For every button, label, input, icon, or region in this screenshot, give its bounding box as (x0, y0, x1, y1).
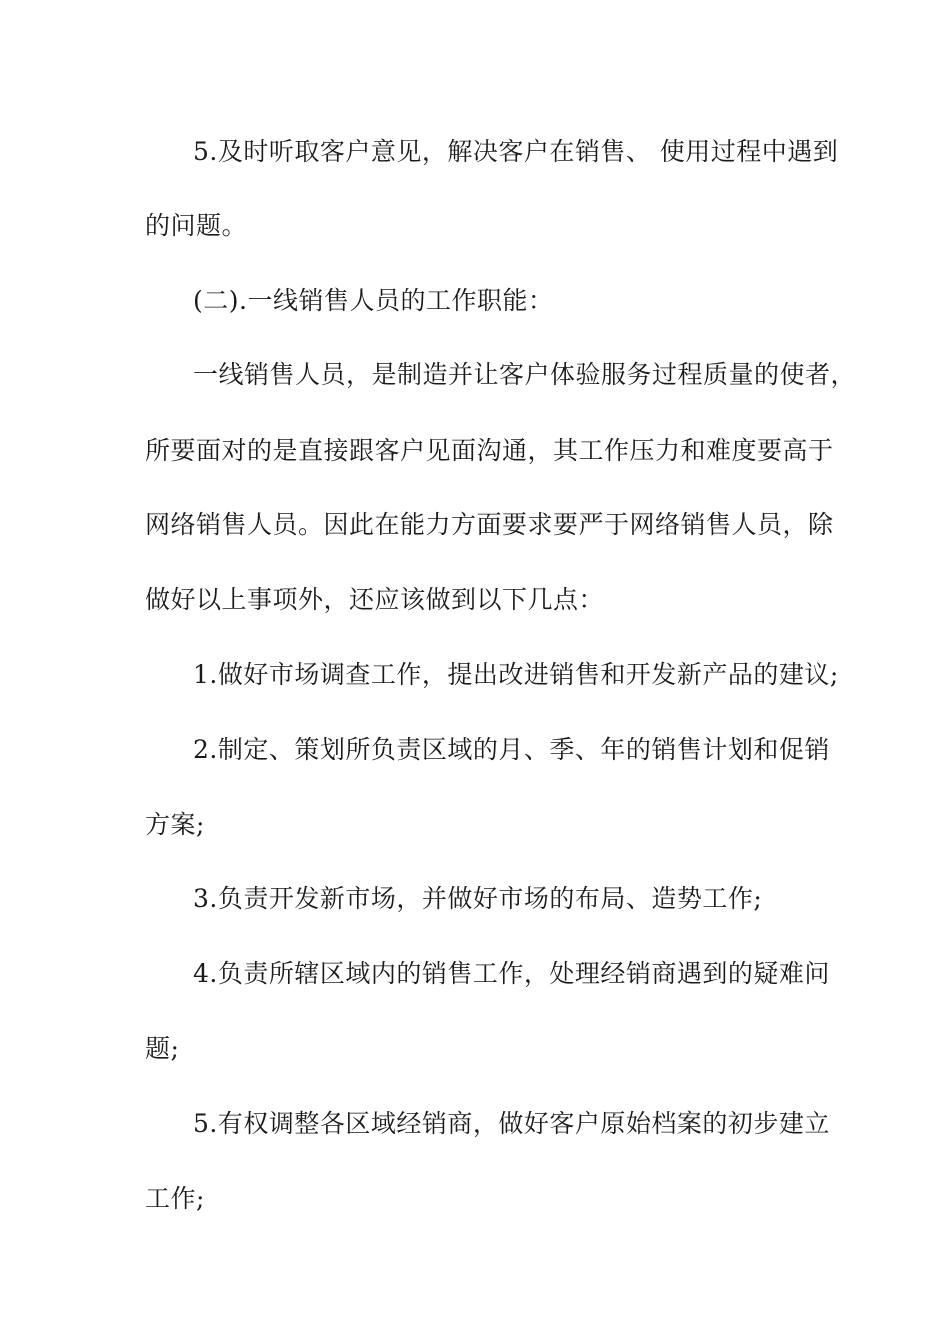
list-item-3: 3.负责开发新市场，并做好市场的布局、造势工作; (193, 884, 763, 913)
list-item-4: 4.负责所辖区域内的销售工作，处理经销商遇到的疑难问 (193, 959, 830, 988)
list-item-4-cont: 题; (145, 1034, 180, 1063)
text-line-5: 所要面对的是直接跟客户见面沟通，其工作压力和难度要高于 (145, 436, 834, 465)
list-item-5-cont: 工作; (145, 1184, 205, 1213)
text-line-4: 一线销售人员，是制造并让客户体验服务过程质量的使者， (193, 360, 857, 389)
list-item-2: 2.制定、策划所负责区域的月、季、年的销售计划和促销 (193, 735, 830, 764)
text-line-7: 做好以上事项外，还应该做到以下几点： (145, 585, 605, 614)
text-line-2: 的问题。 (145, 211, 248, 240)
section-heading: (二).一线销售人员的工作职能： (193, 286, 554, 315)
list-item-5: 5.有权调整各区域经销商，做好客户原始档案的初步建立 (193, 1109, 830, 1138)
text-line-6: 网络销售人员。因此在能力方面要求要严于网络销售人员，除 (145, 510, 834, 539)
list-item-2-cont: 方案; (145, 810, 205, 839)
list-item-1: 1.做好市场调查工作，提出改进销售和开发新产品的建议; (193, 660, 839, 689)
text-line-1: 5.及时听取客户意见，解决客户在销售、 使用过程中遇到 (193, 137, 839, 166)
